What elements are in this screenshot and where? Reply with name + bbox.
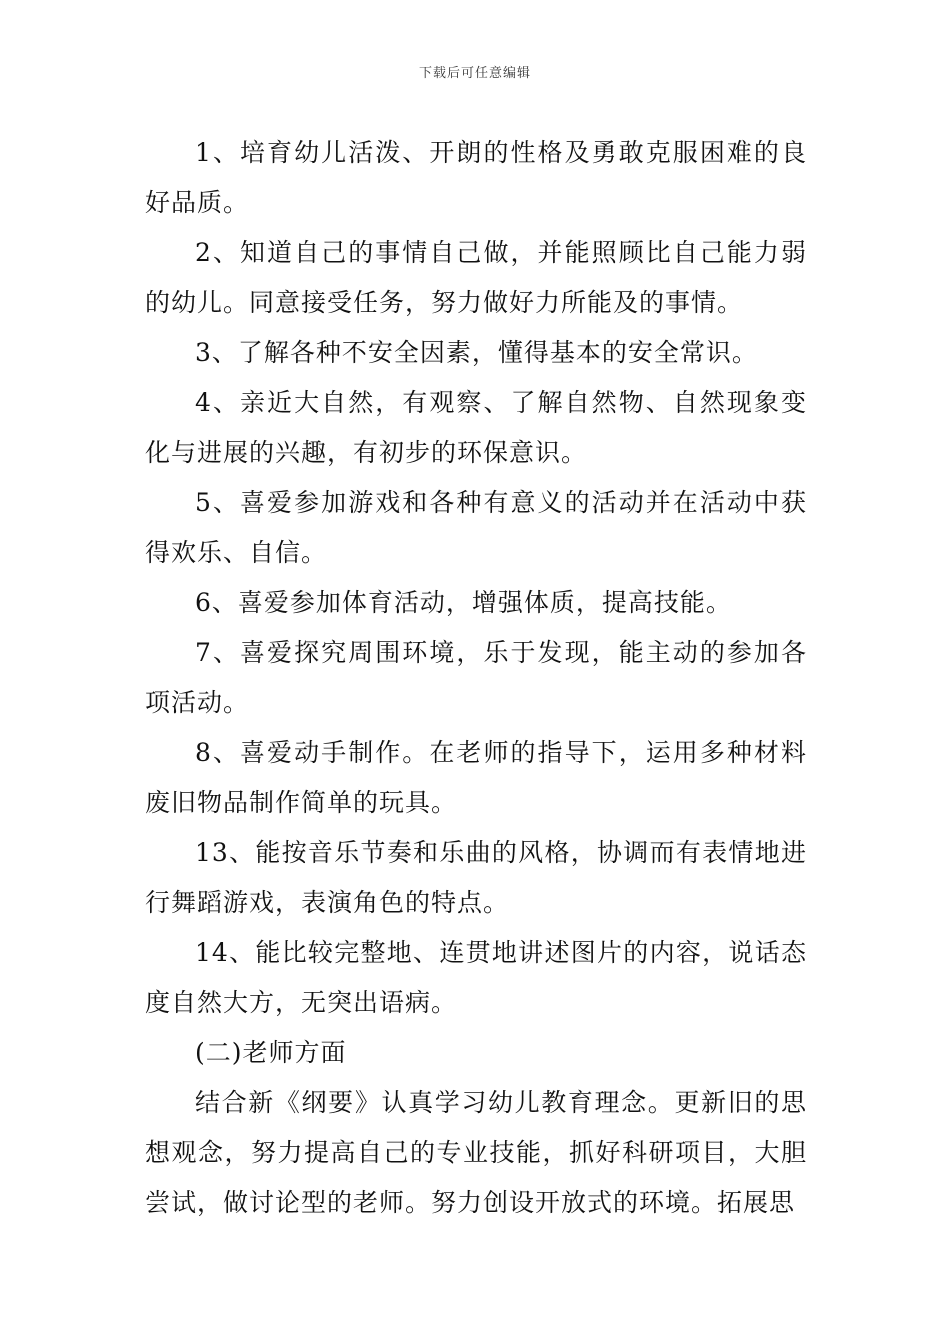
section-heading-teacher: (二)老师方面: [195, 1038, 347, 1067]
paragraph-goal-13: 13、能按音乐节奏和乐曲的风格，协调而有表情地进行舞蹈游戏，表演角色的特点。: [145, 838, 807, 917]
document-body: [145, 128, 807, 1228]
paragraph-goal-1: 1、培育幼儿活泼、开朗的性格及勇敢克服困难的良好品质。: [145, 138, 807, 217]
paragraph-goal-8: 8、喜爱动手制作。在老师的指导下，运用多种材料废旧物品制作简单的玩具。: [145, 738, 807, 817]
paragraph-goal-7: 7、喜爱探究周围环境，乐于发现，能主动的参加各项活动。: [145, 638, 807, 717]
paragraph-goal-2: 2、知道自己的事情自己做，并能照顾比自己能力弱的幼儿。同意接受任务，努力做好力所能及的事情。: [145, 238, 807, 317]
paragraph-goal-3: 3、了解各种不安全因素，懂得基本的安全常识。: [195, 338, 758, 367]
paragraph-goal-5: 5、喜爱参加游戏和各种有意义的活动并在活动中获得欢乐、自信。: [145, 488, 807, 567]
paragraph-goal-6: 6、喜爱参加体育活动，增强体质，提高技能。: [195, 588, 732, 617]
page-header: 下载后可任意编辑: [418, 66, 531, 81]
paragraph-goal-4: 4、亲近大自然，有观察、了解自然物、自然现象变化与进展的兴趣，有初步的环保意识。: [145, 388, 807, 467]
paragraph-teacher: 结合新《纲要》认真学习幼儿教育理念。更新旧的思想观念，努力提高自己的专业技能，抓好科研项目，大胆尝试，做讨论型的老师。努力创设开放式的环境。拓展思: [145, 1088, 807, 1217]
paragraph-goal-14: 14、能比较完整地、连贯地讲述图片的内容，说话态度自然大方，无突出语病。: [145, 938, 807, 1017]
